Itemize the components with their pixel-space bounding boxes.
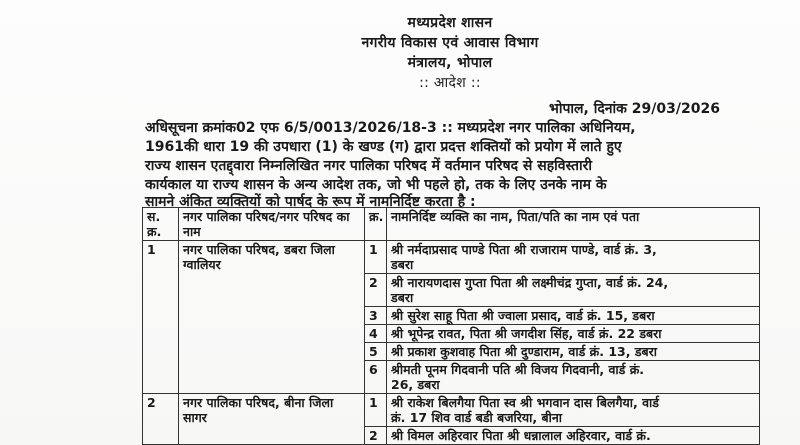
nominee-cell: श्री विमल अहिरवार पिता श्री धन्नालाल अहिरवार, वार्ड क्रं. [387, 427, 760, 445]
nominee-cell: श्री नर्मदाप्रसाद पाण्डे पिता श्री राजाराम पाण्डे, वार्ड क्रं. 3, डबरा [387, 241, 760, 274]
sub-serial-cell: 6 [365, 361, 387, 394]
table-header-row [143, 208, 760, 241]
serial-cell: 2 [143, 394, 179, 445]
nominee-cell: श्री प्रकाश कुशवाह पिता श्री दुण्डाराम, वार्ड क्रं. 13, डबरा [387, 343, 760, 361]
nominee-cell: श्री नारायणदास गुप्ता पिता श्री लक्ष्मीचंद्र गुप्ता, वार्ड क्रं. 24, डबरा [387, 274, 760, 307]
notification-line: राज्य शासन एतद्द्वारा निम्नलिखित नगर पालिका परिषद में वर्तमान परिषद से सहविस्तारी [145, 158, 592, 174]
govt-heading: मध्यप्रदेश शासन [407, 15, 493, 31]
nominee-cell: श्री भूपेन्द्र रावत, पिता श्री जगदीश सिंह, वार्ड क्रं. 22 डबरा [387, 325, 760, 343]
sub-serial-cell: 1 [365, 241, 387, 274]
sub-serial-cell: 3 [365, 307, 387, 325]
council-cell: नगर पालिका परिषद, बीना जिला सागर [179, 394, 365, 445]
council-cell: नगर पालिका परिषद, डबरा जिला ग्वालियर [179, 241, 365, 394]
sub-serial-cell: 4 [365, 325, 387, 343]
serial-cell: 1 [143, 241, 179, 394]
order-date: भोपाल, दिनांक 29/03/2026 [549, 101, 720, 117]
department-heading: नगरीय विकास एवं आवास विभाग [361, 35, 539, 51]
notification-line: सामने अंकित व्यक्तियों को पार्षद के रूप में नामनिर्दिष्ट करता है : [145, 194, 476, 210]
nominee-header: नामनिर्दिष्ट व्यक्ति का नाम, पिता/पति का नाम एवं पता [387, 208, 760, 241]
notification-line: 1961की धारा 19 की उपधारा (1) के खण्ड (ग) द्वारा प्रदत्त शक्तियों को प्रयोग में लाते हुए [145, 139, 622, 155]
notification-line: अधिसूचना क्रमांक02 एफ 6/5/0013/2026/18-3 :: मध्यप्रदेश नगर पालिका अधिनियम, [145, 120, 636, 136]
nominee-table [142, 207, 760, 445]
council-header: नगर पालिका परिषद/नगर परिषद का नाम [179, 208, 365, 241]
sub-serial-header: क्र. [365, 208, 387, 241]
sub-serial-cell: 2 [365, 427, 387, 445]
order-heading: :: आदेश :: [419, 75, 481, 91]
notification-line: कार्यकाल या राज्य शासन के अन्य आदेश तक, जो भी पहले हो, तक के लिए उनके नाम के [145, 177, 607, 193]
serial-header: स. क्र. [143, 208, 179, 241]
office-heading: मंत्रालय, भोपाल [407, 55, 493, 71]
sub-serial-cell: 1 [365, 394, 387, 427]
nominee-cell: श्रीमती पूनम गिदवानी पति श्री विजय गिदवानी, वार्ड क्रं. 26, डबरा [387, 361, 760, 394]
sub-serial-cell: 2 [365, 274, 387, 307]
nominee-cell: श्री राकेश बिलगैया पिता स्व श्री भगवान दास बिलगैया, वार्ड क्रं. 17 शिव वार्ड बडी बजरिया, बीना [387, 394, 760, 427]
table-row [143, 394, 760, 427]
nominee-cell: श्री सुरेश साहू पिता श्री ज्वाला प्रसाद, वार्ड क्रं. 15, डबरा [387, 307, 760, 325]
table-row [143, 241, 760, 274]
sub-serial-cell: 5 [365, 343, 387, 361]
